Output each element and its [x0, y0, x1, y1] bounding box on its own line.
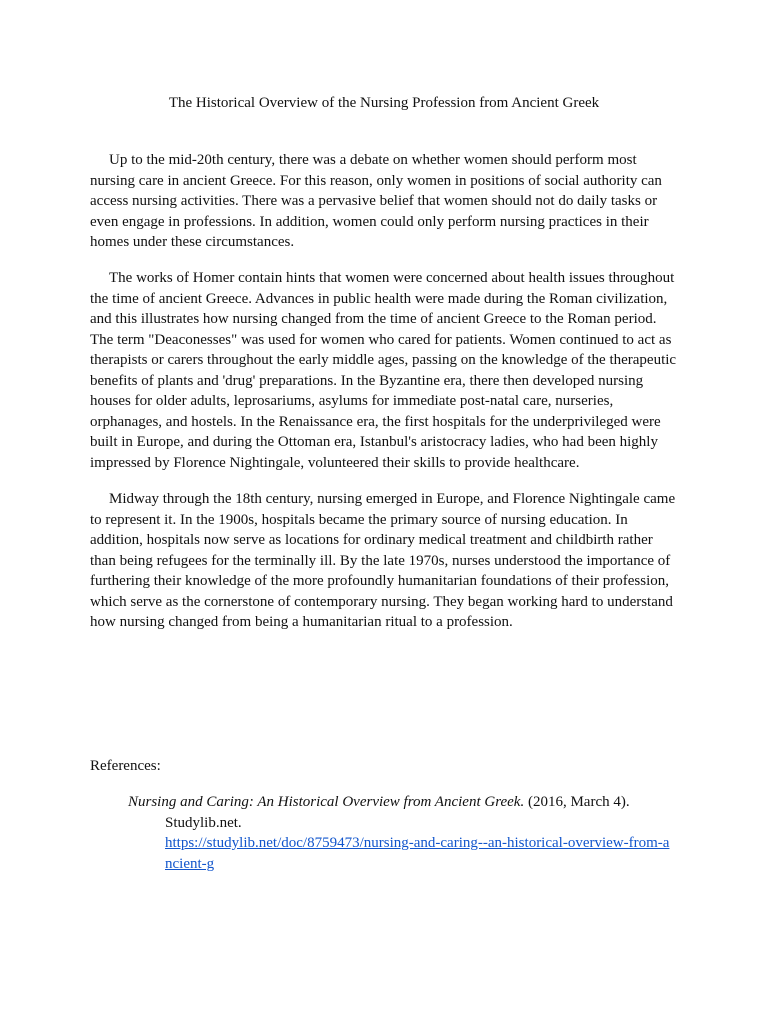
document-title: The Historical Overview of the Nursing Profession from Ancient Greek: [168, 95, 600, 111]
reference-link[interactable]: [128, 833, 678, 854]
body-paragraph-2: The works of Homer contain hints that women were concerned about health issues throughout the time of ancient Greece. Advances in public health were made during the Roman civilization, and this illustrates how nursing changed from the time of ancient Greece to the Roman period. The term "Deaconesses" was used for women who cared for patients. Women continued to act as therapists or carers throughout the early middle ages, passing on the knowledge of the therapeutic benefits of plants and 'drug' preparations. In the Byzantine era, there then developed nursing houses for older adults, leprosariums, asylums for immediate post-natal care, nurseries, orphanages, and hostels. In the Renaissance era, the first hospitals for the underprivileged were built in Europe, and during the Ottoman era, Istanbul's aristocracy ladies, who had been highly impressed by Florence Nightingale, volunteered their skills to provide healthcare.: [90, 270, 677, 471]
reference-link-line-2[interactable]: ncient-g: [165, 855, 215, 872]
body-paragraph-3: Midway through the 18th century, nursing emerged in Europe, and Florence Nightingale came to represent it. In the 1900s, hospitals became the primary source of nursing education. In addition, hospitals now serve as locations for ordinary medical treatment and childbirth rather than being refugees for the terminally ill. By the late 1970s, nurses understood the importance of furthering their knowledge of the more profoundly humanitarian foundations of their profession, which serve as the cornerstone of contemporary nursing. They began working hard to understand how nursing changed from being a humanitarian ritual to a profession.: [90, 491, 676, 630]
references-heading: References:: [90, 758, 161, 774]
reference-date: (2016, March 4).: [524, 794, 630, 810]
reference-entry: [128, 792, 678, 874]
reference-first-line: [128, 792, 678, 813]
reference-publisher: Studylib.net.: [165, 814, 242, 831]
reference-link-continuation[interactable]: [128, 854, 678, 875]
reference-link-line-1[interactable]: https://studylib.net/doc/8759473/nursing-and-caring--an-historical-overview-from-a: [165, 835, 670, 851]
reference-title: Nursing and Caring: An Historical Overview from Ancient Greek.: [128, 794, 525, 810]
body-paragraph-1: Up to the mid-20th century, there was a debate on whether women should perform most nursing care in ancient Greece. For this reason, only women in positions of social authority can access nursing activities. There was a pervasive belief that women should not do daily tasks or even engage in professions. In addition, women could only perform nursing practices in their homes under these circumstances.: [90, 152, 662, 250]
